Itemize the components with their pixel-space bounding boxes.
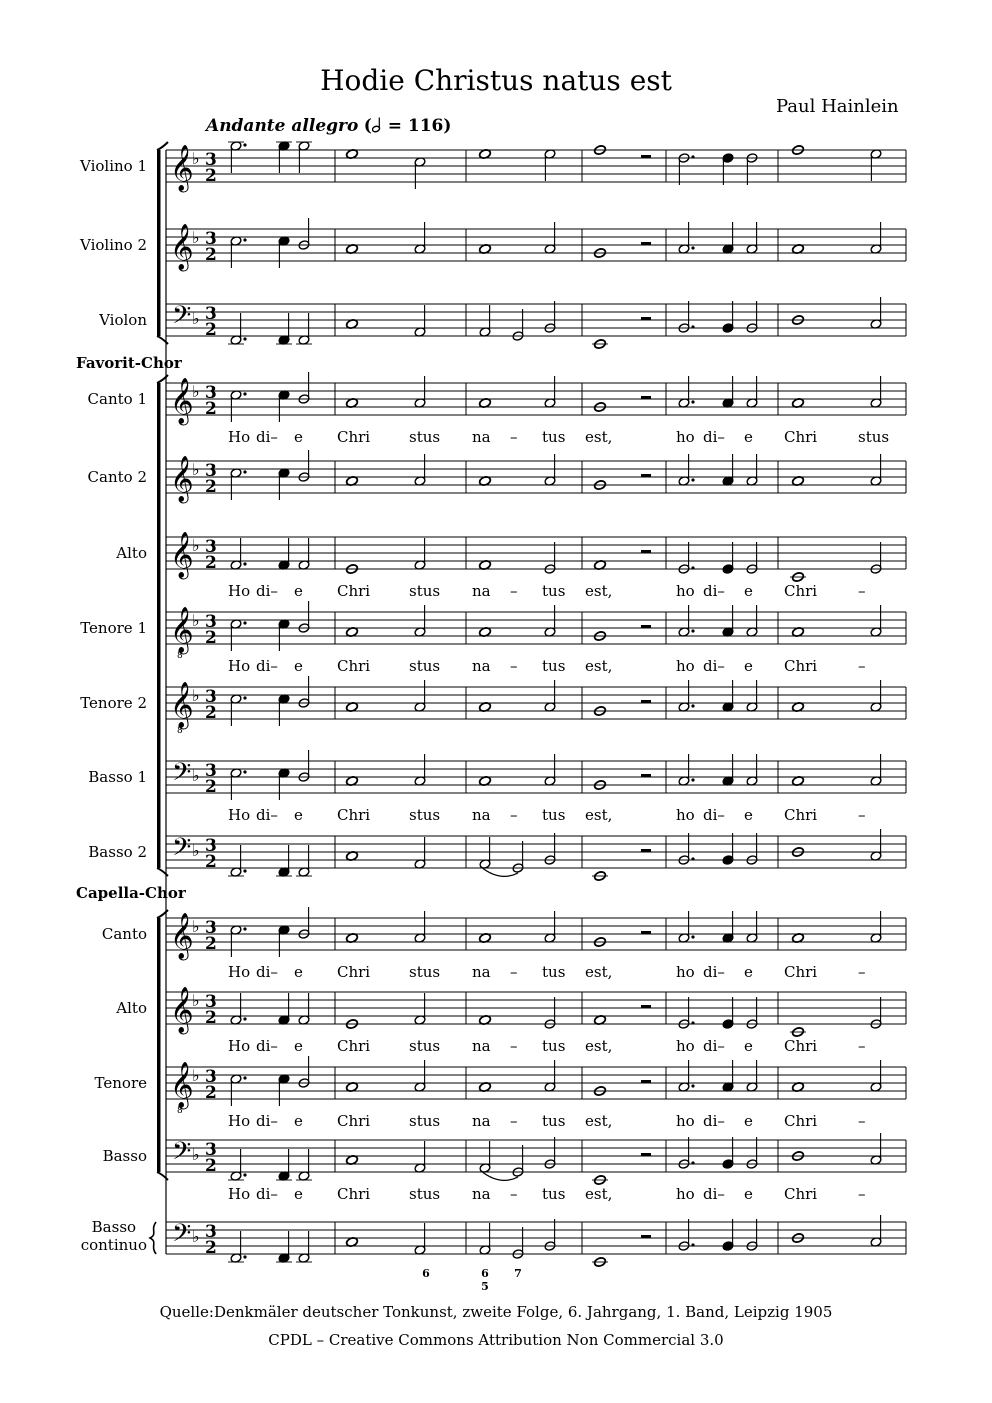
lyric-syllable: di–	[256, 1037, 278, 1055]
half-rest-icon	[641, 242, 651, 245]
bracket-capella	[157, 918, 161, 1172]
dot-icon	[691, 478, 694, 481]
flat-icon: ♭	[192, 149, 200, 168]
group-label-capella-chor: Capella-Chor	[76, 884, 186, 902]
half-rest-icon	[641, 317, 651, 320]
half-rest-icon	[641, 1153, 651, 1156]
lyric-syllable: na	[472, 1112, 491, 1130]
staff-label: Basso 1	[88, 768, 147, 786]
lyric-syllable: di–	[703, 1112, 725, 1130]
lyric-syllable: di–	[256, 963, 278, 981]
time-sig-bottom: 2	[205, 1238, 217, 1258]
staff-label: Tenore 2	[80, 694, 147, 712]
dot-icon	[243, 1017, 246, 1020]
half-rest-icon	[641, 1005, 651, 1008]
dot-icon	[243, 337, 246, 340]
lyric-syllable: Ho	[228, 657, 251, 675]
lyric-syllable: di–	[703, 428, 725, 446]
dot-icon	[691, 325, 694, 328]
flat-icon: ♭	[192, 460, 200, 479]
lyric-syllable: –	[858, 1185, 866, 1203]
lyric-syllable: Ho	[228, 582, 251, 600]
half-rest-icon	[641, 396, 651, 399]
lyric-syllable: stus	[409, 1037, 441, 1055]
lyric-syllable: Chri	[337, 806, 371, 824]
octave-eight-icon: 8	[177, 726, 183, 736]
lyric-syllable: ho	[676, 963, 695, 981]
lyric-syllable: –	[858, 1037, 866, 1055]
flat-icon: ♭	[192, 309, 200, 328]
lyric-syllable: e	[294, 1112, 303, 1130]
lyric-syllable: stus	[409, 1112, 441, 1130]
figured-bass-figure: 6	[481, 1267, 489, 1280]
time-sig-top: 3	[205, 461, 217, 481]
figured-bass-figure: 6	[422, 1267, 430, 1280]
staff-label: Basso	[102, 1147, 147, 1165]
bracket-favorit	[157, 383, 161, 868]
treble-clef-icon: 𝄞	[170, 682, 194, 728]
lyric-syllable: e	[744, 806, 753, 824]
lyric-syllable: di–	[256, 1112, 278, 1130]
treble-clef-icon: 𝄞	[170, 378, 194, 424]
lyric-syllable: –	[510, 657, 518, 675]
dot-icon	[243, 770, 246, 773]
lyric-syllable: Chri	[337, 1112, 371, 1130]
lyric-syllable: na	[472, 657, 491, 675]
lyric-syllable: stus	[409, 1185, 441, 1203]
footer-license: CPDL – Creative Commons Attribution Non Commercial 3.0	[268, 1331, 724, 1349]
dot-icon	[691, 566, 694, 569]
lyric-syllable: tus	[542, 582, 566, 600]
dot-icon	[691, 629, 694, 632]
treble-clef-icon: 𝄞	[170, 913, 194, 959]
half-rest-icon	[641, 700, 651, 703]
half-rest-icon	[641, 625, 651, 628]
dot-icon	[691, 857, 694, 860]
lyric-syllable: di–	[256, 428, 278, 446]
lyric-syllable: Chri	[337, 1185, 371, 1203]
lyric-syllable: Chri	[784, 963, 818, 981]
dot-icon	[243, 562, 246, 565]
dot-icon	[691, 1243, 694, 1246]
flat-icon: ♭	[192, 991, 200, 1010]
flat-icon: ♭	[192, 1066, 200, 1085]
dot-icon	[243, 392, 246, 395]
lyric-syllable: ho	[676, 428, 695, 446]
lyric-syllable: stus	[409, 806, 441, 824]
half-rest-icon	[641, 849, 651, 852]
flat-icon: ♭	[192, 917, 200, 936]
dot-icon	[691, 400, 694, 403]
lyric-syllable: Chri	[337, 657, 371, 675]
half-rest-icon	[641, 474, 651, 477]
lyric-syllable: e	[744, 1112, 753, 1130]
lyric-syllable: Chri	[784, 657, 818, 675]
lyric-syllable: ho	[676, 806, 695, 824]
staff-label: Violino 1	[80, 157, 147, 175]
group-label-favorit-chor: Favorit-Chor	[76, 354, 182, 372]
treble-clef-icon: 𝄞	[170, 456, 194, 502]
time-sig-top: 3	[205, 918, 217, 938]
lyric-syllable: stus	[409, 963, 441, 981]
figured-bass-figure: 7	[514, 1267, 522, 1280]
lyric-syllable: na	[472, 428, 491, 446]
flat-icon: ♭	[192, 1227, 200, 1246]
tempo-marking: Andante allegro ( = 116)	[206, 116, 452, 136]
bass-clef-icon: 𝄢	[172, 1137, 192, 1172]
lyric-syllable: –	[510, 1185, 518, 1203]
bass-clef-icon: 𝄢	[172, 1219, 192, 1254]
lyric-syllable: e	[744, 1037, 753, 1055]
time-sig-top: 3	[205, 687, 217, 707]
flat-icon: ♭	[192, 382, 200, 401]
dot-icon	[691, 704, 694, 707]
time-sig-bottom: 2	[205, 1008, 217, 1028]
lyric-syllable: Chri	[784, 806, 818, 824]
staff-label: Canto 1	[87, 390, 147, 408]
treble-clef-icon: 𝄞	[170, 987, 194, 1033]
bracket-strings-top	[157, 142, 168, 150]
octave-eight-icon: 8	[177, 1106, 183, 1116]
staff-label: Canto 2	[87, 468, 147, 486]
lyric-syllable: e	[294, 1037, 303, 1055]
lyric-syllable: Chri	[784, 582, 818, 600]
lyric-syllable: na	[472, 1037, 491, 1055]
lyric-syllable: tus	[542, 1185, 566, 1203]
half-rest-icon	[641, 931, 651, 934]
bass-clef-icon: 𝄢	[172, 833, 192, 868]
time-sig-top: 3	[205, 304, 217, 324]
lyric-syllable: tus	[542, 1037, 566, 1055]
treble-clef-icon: 𝄞	[170, 607, 194, 653]
flat-icon: ♭	[192, 766, 200, 785]
time-sig-top: 3	[205, 1140, 217, 1160]
time-sig-top: 3	[205, 612, 217, 632]
lyric-syllable: –	[510, 963, 518, 981]
lyric-syllable: stus	[409, 428, 441, 446]
lyric-syllable: e	[294, 428, 303, 446]
lyric-syllable: na	[472, 806, 491, 824]
time-sig-bottom: 2	[205, 934, 217, 954]
time-sig-bottom: 2	[205, 399, 217, 419]
lyric-syllable: –	[510, 1037, 518, 1055]
lyric-syllable: Chri	[337, 428, 371, 446]
staff-label: Basso continuo	[80, 1218, 147, 1254]
bass-clef-icon: 𝄢	[172, 301, 192, 336]
lyric-syllable: Ho	[228, 963, 251, 981]
dot-icon	[691, 1084, 694, 1087]
time-sig-top: 3	[205, 383, 217, 403]
lyric-syllable: e	[294, 657, 303, 675]
lyric-syllable: Ho	[228, 806, 251, 824]
treble-clef-icon: 𝄞	[170, 145, 194, 191]
staff-label: Alto	[116, 999, 147, 1017]
lyric-syllable: di–	[703, 1185, 725, 1203]
dot-icon	[691, 1021, 694, 1024]
treble-clef-icon: 𝄞	[170, 224, 194, 270]
time-sig-bottom: 2	[205, 477, 217, 497]
dot-icon	[691, 935, 694, 938]
dot-icon	[691, 155, 694, 158]
lyric-syllable: –	[510, 1112, 518, 1130]
figured-bass-figure: 5	[481, 1280, 489, 1293]
octave-eight-icon: 8	[177, 651, 183, 661]
dot-icon	[243, 238, 246, 241]
time-sig-bottom: 2	[205, 553, 217, 573]
lyric-syllable: tus	[542, 1112, 566, 1130]
composer-name: Paul Hainlein	[776, 96, 899, 117]
lyric-syllable: –	[858, 806, 866, 824]
dot-icon	[243, 696, 246, 699]
lyric-syllable: Ho	[228, 428, 251, 446]
lyric-syllable: est,	[585, 806, 613, 824]
dot-icon	[243, 1173, 246, 1176]
staff-label: Tenore	[94, 1074, 147, 1092]
lyric-syllable: di–	[703, 806, 725, 824]
flat-icon: ♭	[192, 536, 200, 555]
tempo-term: Andante allegro	[206, 116, 359, 136]
lyric-syllable: –	[510, 428, 518, 446]
time-sig-bottom: 2	[205, 703, 217, 723]
lyric-syllable: e	[744, 428, 753, 446]
lyric-syllable: e	[744, 657, 753, 675]
time-sig-top: 3	[205, 836, 217, 856]
lyric-syllable: ho	[676, 582, 695, 600]
staff-label: Violon	[99, 311, 147, 329]
dot-icon	[243, 927, 246, 930]
lyric-syllable: Chri	[337, 963, 371, 981]
dot-icon	[243, 869, 246, 872]
lyric-syllable: di–	[703, 963, 725, 981]
bass-clef-icon: 𝄢	[172, 758, 192, 793]
dot-icon	[243, 621, 246, 624]
half-rest-icon	[641, 550, 651, 553]
treble-clef-icon: 𝄞	[170, 1062, 194, 1108]
dot-icon	[243, 143, 246, 146]
half-rest-icon	[641, 155, 651, 158]
lyric-syllable: –	[510, 806, 518, 824]
dot-icon	[243, 1255, 246, 1258]
dot-icon	[243, 1076, 246, 1079]
lyric-syllable: e	[294, 582, 303, 600]
time-sig-top: 3	[205, 1067, 217, 1087]
lyric-syllable: tus	[542, 963, 566, 981]
flat-icon: ♭	[192, 841, 200, 860]
lyric-syllable: –	[858, 582, 866, 600]
lyric-syllable: Chri	[337, 1037, 371, 1055]
lyric-syllable: ho	[676, 1185, 695, 1203]
half-rest-icon	[641, 1080, 651, 1083]
lyric-syllable: na	[472, 963, 491, 981]
time-sig-bottom: 2	[205, 777, 217, 797]
lyric-syllable: Chri	[784, 1185, 818, 1203]
time-sig-top: 3	[205, 1222, 217, 1242]
lyric-syllable: est,	[585, 1037, 613, 1055]
lyric-syllable: est,	[585, 428, 613, 446]
lyric-syllable: –	[858, 1112, 866, 1130]
lyric-syllable: stus	[858, 428, 890, 446]
time-sig-top: 3	[205, 150, 217, 170]
lyric-syllable: Ho	[228, 1185, 251, 1203]
lyric-syllable: e	[294, 963, 303, 981]
lyric-syllable: ho	[676, 1037, 695, 1055]
lyric-syllable: di–	[703, 1037, 725, 1055]
time-sig-top: 3	[205, 992, 217, 1012]
brace-continuo	[150, 1222, 156, 1254]
time-sig-bottom: 2	[205, 1156, 217, 1176]
lyric-syllable: –	[510, 582, 518, 600]
staff-label: Alto	[116, 544, 147, 562]
lyric-syllable: e	[744, 1185, 753, 1203]
tempo-value: = 116	[387, 116, 444, 136]
time-sig-bottom: 2	[205, 166, 217, 186]
lyric-syllable: stus	[409, 582, 441, 600]
lyric-syllable: Chri	[784, 1037, 818, 1055]
lyric-syllable: est,	[585, 963, 613, 981]
lyric-syllable: est,	[585, 1185, 613, 1203]
time-sig-bottom: 2	[205, 852, 217, 872]
time-sig-bottom: 2	[205, 628, 217, 648]
staff-label: Tenore 1	[80, 619, 147, 637]
treble-clef-icon: 𝄞	[170, 532, 194, 578]
staff-label: Basso 2	[88, 843, 147, 861]
lyric-syllable: di–	[703, 657, 725, 675]
lyric-syllable: e	[744, 582, 753, 600]
dot-icon	[691, 246, 694, 249]
lyric-syllable: Ho	[228, 1037, 251, 1055]
lyric-syllable: tus	[542, 806, 566, 824]
lyric-syllable: e	[294, 1185, 303, 1203]
lyric-syllable: na	[472, 582, 491, 600]
lyric-syllable: est,	[585, 582, 613, 600]
lyric-syllable: di–	[703, 582, 725, 600]
time-sig-bottom: 2	[205, 320, 217, 340]
dot-icon	[691, 778, 694, 781]
lyric-syllable: –	[858, 657, 866, 675]
lyric-syllable: Chri	[784, 1112, 818, 1130]
time-sig-top: 3	[205, 761, 217, 781]
dot-icon	[691, 1161, 694, 1164]
staff-label: Violino 2	[80, 236, 147, 254]
time-sig-bottom: 2	[205, 245, 217, 265]
lyric-syllable: ho	[676, 657, 695, 675]
lyric-syllable: Chri	[337, 582, 371, 600]
flat-icon: ♭	[192, 1145, 200, 1164]
score-title: Hodie Christus natus est	[320, 64, 672, 97]
lyric-syllable: e	[744, 963, 753, 981]
dot-icon	[243, 470, 246, 473]
bracket-strings	[157, 150, 161, 336]
flat-icon: ♭	[192, 228, 200, 247]
lyric-syllable: Chri	[784, 428, 818, 446]
time-sig-top: 3	[205, 537, 217, 557]
flat-icon: ♭	[192, 686, 200, 705]
lyric-syllable: est,	[585, 1112, 613, 1130]
lyric-syllable: stus	[409, 657, 441, 675]
lyric-syllable: di–	[256, 657, 278, 675]
lyric-syllable: na	[472, 1185, 491, 1203]
half-rest-icon	[641, 1235, 651, 1238]
time-sig-top: 3	[205, 229, 217, 249]
time-sig-bottom: 2	[205, 1083, 217, 1103]
lyric-syllable: tus	[542, 428, 566, 446]
footer-source: Quelle:Denkmäler deutscher Tonkunst, zweite Folge, 6. Jahrgang, 1. Band, Leipzig 1905	[159, 1303, 833, 1321]
lyric-syllable: di–	[256, 582, 278, 600]
lyric-syllable: e	[294, 806, 303, 824]
lyric-syllable: tus	[542, 657, 566, 675]
half-rest-icon	[641, 774, 651, 777]
lyric-syllable: est,	[585, 657, 613, 675]
staff-label: Canto	[101, 925, 147, 943]
lyric-syllable: ho	[676, 1112, 695, 1130]
flat-icon: ♭	[192, 611, 200, 630]
lyric-syllable: –	[858, 963, 866, 981]
lyric-syllable: Ho	[228, 1112, 251, 1130]
lyric-syllable: di–	[256, 806, 278, 824]
lyric-syllable: di–	[256, 1185, 278, 1203]
